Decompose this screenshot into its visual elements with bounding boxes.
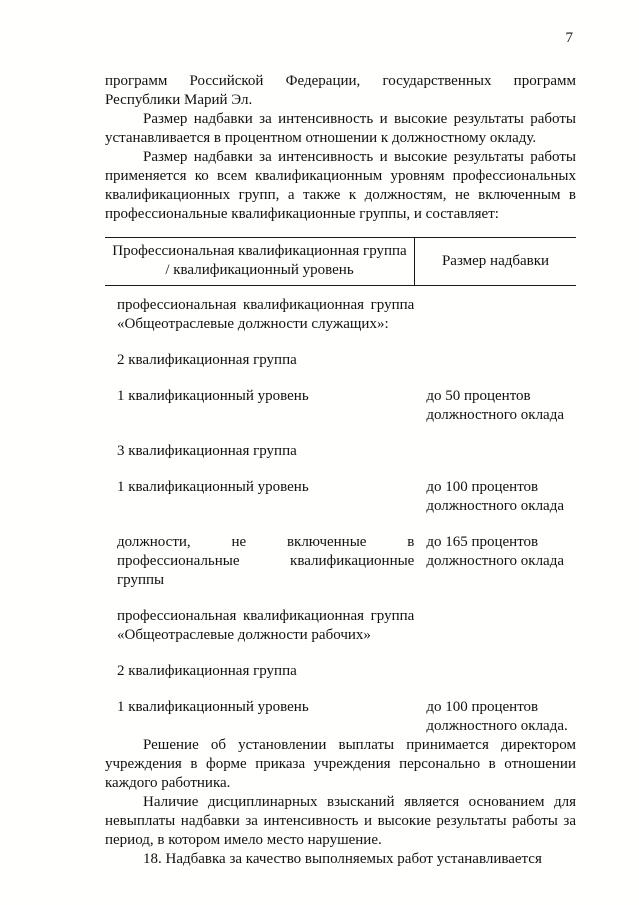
- paragraph-disciplinary: Наличие дисциплинарных взысканий является основанием для невыплаты надбавки за интенсивность и высокие результаты работы за период, в котором имело место нарушение.: [105, 794, 576, 848]
- table-row: [117, 533, 576, 590]
- table-row: [117, 662, 576, 681]
- table-cell-group: профессиональная квалификационная группа «Общеотраслевые должности рабочих»: [117, 608, 415, 643]
- table-cell-group: 3 квалификационная группа: [117, 443, 297, 459]
- table-body: [105, 286, 576, 736]
- table-row: [117, 296, 576, 334]
- table-cell-size: [426, 607, 576, 645]
- page-number: 7: [565, 30, 573, 46]
- table-row: [117, 351, 576, 370]
- table-cell-group: 1 квалификационный уровень: [117, 479, 309, 495]
- table-cell-size: до 100 процентов должностного оклада: [426, 479, 565, 514]
- table-cell-group: 1 квалификационный уровень: [117, 699, 309, 715]
- table-row: [117, 442, 576, 461]
- table-header-size-column: [415, 238, 576, 285]
- table-row: [117, 607, 576, 645]
- table-row: [117, 387, 576, 425]
- paragraph-decision: Решение об установлении выплаты принимается директором учреждения в форме приказа учреждения персонально в отношении каждого работника.: [105, 737, 576, 791]
- table-cell-group: 2 квалификационная группа: [117, 352, 297, 368]
- paragraph-allowance-scope: Размер надбавки за интенсивность и высокие результаты работы применяется ко всем квалификационным уровням профессиональных квалификационных групп, а также к должностям, не включенным в профессиональные квалификационные группы, и составляет:: [105, 149, 576, 222]
- table-row: [117, 698, 576, 736]
- table-row: [117, 478, 576, 516]
- table-cell-size: до 165 процентов должностного оклада: [426, 534, 565, 569]
- table-header-size-label: Размер надбавки: [441, 252, 550, 269]
- table-cell-size: [426, 662, 576, 681]
- paragraph-continuation: программ Российской Федерации, государственных программ Республики Марий Эл.: [105, 73, 576, 108]
- document-content: [105, 72, 576, 869]
- table-cell-group: профессиональная квалификационная группа «Общеотраслевые должности служащих»:: [117, 297, 415, 332]
- table-cell-group: 1 квалификационный уровень: [117, 388, 309, 404]
- paragraph-item-18: 18. Надбавка за качество выполняемых работ устанавливается: [143, 851, 542, 867]
- table-cell-size: [426, 296, 576, 334]
- table-cell-size: до 50 процентов должностного оклада: [426, 388, 565, 423]
- table-header-row: [105, 237, 576, 286]
- table-cell-group: 2 квалификационная группа: [117, 663, 297, 679]
- table-header-group-column: Профессиональная квалификационная группа / квалификационный уровень: [105, 238, 415, 285]
- table-cell-size: [426, 351, 576, 370]
- table-cell-size: [426, 442, 576, 461]
- allowance-table: [105, 237, 576, 736]
- table-cell-size: до 100 процентов должностного оклада.: [426, 699, 568, 734]
- paragraph-allowance-percent: Размер надбавки за интенсивность и высокие результаты работы устанавливается в процентном отношении к должностному окладу.: [105, 111, 576, 146]
- table-cell-group: должности, не включенные в профессиональные квалификационные группы: [117, 534, 415, 588]
